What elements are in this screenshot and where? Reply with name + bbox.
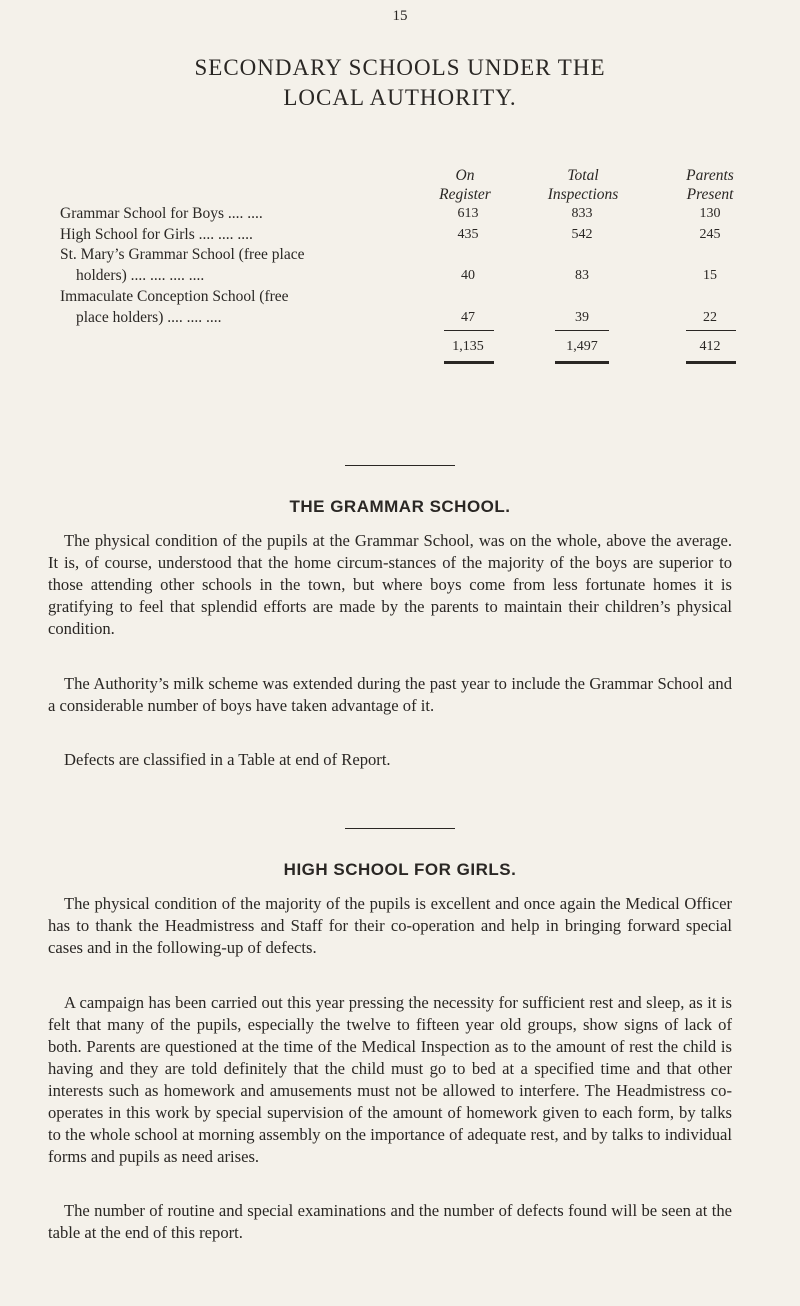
table-row-label: High School for Girls .... .... .... <box>60 226 253 243</box>
table-header-parents-present <box>665 166 755 204</box>
section-heading: THE GRAMMAR SCHOOL. <box>289 497 511 516</box>
total-rule <box>686 361 736 364</box>
table-cell: 40 <box>461 268 475 283</box>
paragraph: The Authority’s milk scheme was extended during the past year to include the Grammar School and a considerable number of boys have taken advantage of it. <box>48 674 732 715</box>
table-total: 412 <box>699 339 721 354</box>
header-line-1: Parents <box>686 167 734 184</box>
table-cell: 542 <box>571 227 593 242</box>
table-cell: 83 <box>575 268 589 283</box>
total-rule <box>444 361 494 364</box>
paragraph: The physical condition of the pupils at the Grammar School, was on the whole, above the average. It is, of course, understood that the home circum-stances of the majority of the boys are superior to those attending other schools in the town, but where boys come from less fortunate homes it is gratifying to feel that splendid efforts are made by the parents to maintain their children’s physical condition. <box>48 531 732 638</box>
table-row-label: Immaculate Conception School (free <box>60 288 289 305</box>
paragraph: A campaign has been carried out this year pressing the necessity for sufficient rest and sleep, as it is felt that many of the pupils, especially the twelve to fifteen year old groups, show signs of lack of both. Parents are questioned at the time of the Medical Inspection as to the amount of rest the child is having and they are told definitely that the child must go to bed at a specified time and that other interests such as homework and amusements must not be allowed to interfere. The Headmistress co-operates in this work by special supervision of the amount of homework given to each form, by talks to the whole school at morning assembly on the importance of adequate rest, and by talks to individual forms and pupils as need arises. <box>48 993 732 1166</box>
table-cell: 833 <box>571 206 593 221</box>
title-line-1: SECONDARY SCHOOLS UNDER THE <box>194 55 606 80</box>
section-divider <box>345 828 455 829</box>
page-number: 15 <box>392 8 408 24</box>
title-line-2: LOCAL AUTHORITY. <box>283 85 517 110</box>
table-cell: 245 <box>699 227 721 242</box>
table-cell: 39 <box>575 310 589 325</box>
total-rule <box>555 361 609 364</box>
table-row-label-cont: place holders) .... .... .... <box>76 309 222 326</box>
section-divider <box>345 465 455 466</box>
table-cell: 15 <box>703 268 717 283</box>
paragraph: Defects are classified in a Table at end of Report. <box>64 750 391 769</box>
table-cell: 22 <box>703 310 717 325</box>
sum-rule <box>555 330 609 331</box>
table-total: 1,135 <box>452 339 484 354</box>
header-line-1: Total <box>567 167 599 184</box>
table-cell: 613 <box>457 206 479 221</box>
table-row-label: Grammar School for Boys .... .... <box>60 205 263 222</box>
header-line-2: Present <box>686 186 734 203</box>
paragraph: The number of routine and special examinations and the number of defects found will be seen at the table at the end of this report. <box>48 1201 732 1242</box>
table-header-on-register <box>420 166 510 204</box>
table-cell: 435 <box>457 227 479 242</box>
header-line-2: Inspections <box>547 186 619 203</box>
table-cell: 130 <box>699 206 721 221</box>
table-header-total-inspections <box>528 166 638 204</box>
table-cell: 47 <box>461 310 475 325</box>
header-line-1: On <box>455 167 475 184</box>
paragraph: The physical condition of the majority of the pupils is excellent and once again the Medical Officer has to thank the Headmistress and Staff for their co-operation and help in bringing forward special cases and in the following-up of defects. <box>48 894 732 957</box>
table-row-label: St. Mary’s Grammar School (free place <box>60 246 305 263</box>
sum-rule <box>444 330 494 331</box>
table-row-label-cont: holders) .... .... .... .... <box>76 267 205 284</box>
table-total: 1,497 <box>566 339 598 354</box>
page-title <box>30 53 770 113</box>
header-line-2: Register <box>439 186 491 203</box>
sum-rule <box>686 330 736 331</box>
section-heading: HIGH SCHOOL FOR GIRLS. <box>283 860 517 879</box>
